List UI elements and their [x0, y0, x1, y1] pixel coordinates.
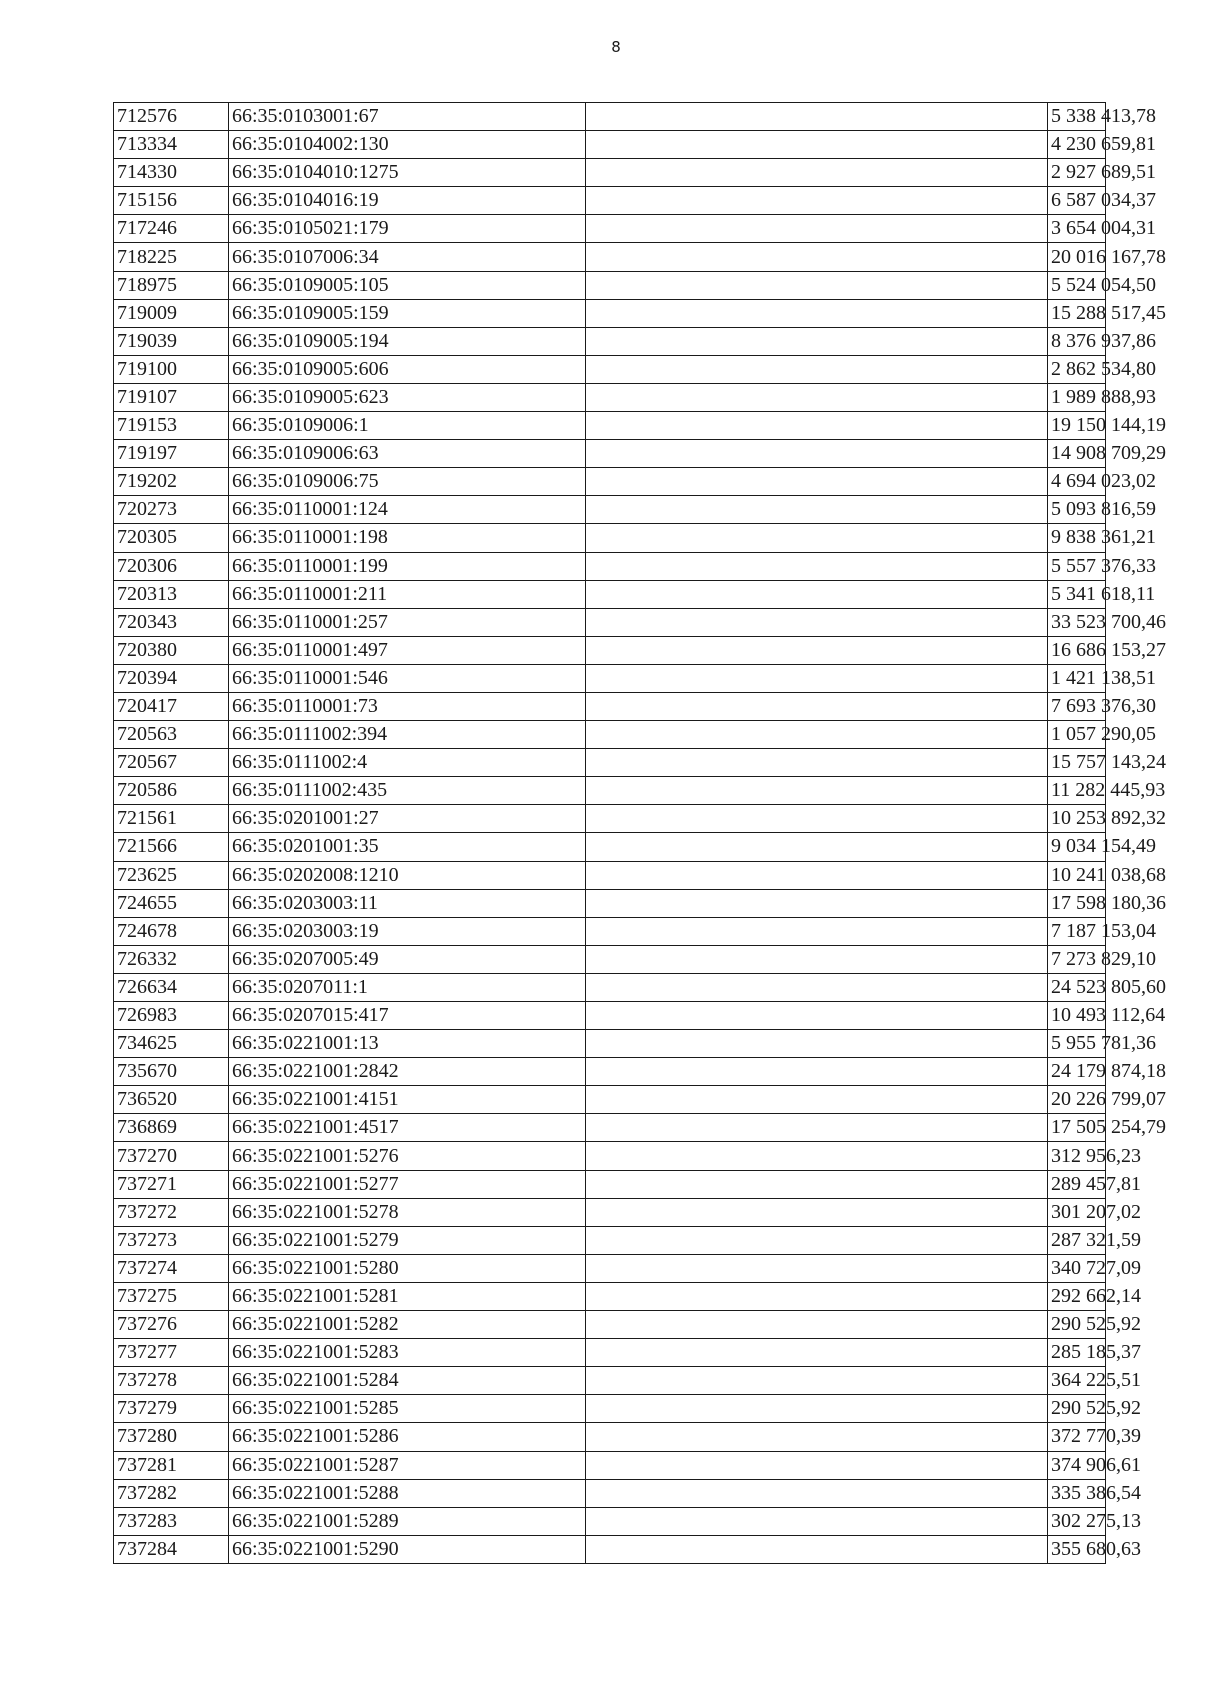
- table-row: [114, 187, 1106, 215]
- cell-id: 718225: [114, 243, 229, 271]
- cell-value: 4 230 659,81: [1048, 131, 1106, 159]
- cell-value: 335 386,54: [1048, 1479, 1106, 1507]
- cell-cadastral-number: 66:35:0103001:67: [229, 103, 586, 131]
- cell-empty: [586, 1254, 1048, 1282]
- cell-id: 715156: [114, 187, 229, 215]
- table-row: [114, 103, 1106, 131]
- cell-empty: [586, 355, 1048, 383]
- cell-empty: [586, 777, 1048, 805]
- cell-value: 19 150 144,19: [1048, 412, 1106, 440]
- cell-value: 7 273 829,10: [1048, 945, 1106, 973]
- cell-value: 374 906,61: [1048, 1451, 1106, 1479]
- cell-cadastral-number: 66:35:0203003:19: [229, 917, 586, 945]
- cell-id: 720567: [114, 749, 229, 777]
- cell-cadastral-number: 66:35:0221001:5276: [229, 1142, 586, 1170]
- cell-empty: [586, 749, 1048, 777]
- cell-cadastral-number: 66:35:0110001:124: [229, 496, 586, 524]
- cell-cadastral-number: 66:35:0203003:11: [229, 889, 586, 917]
- cell-cadastral-number: 66:35:0221001:5290: [229, 1535, 586, 1563]
- cell-empty: [586, 1170, 1048, 1198]
- cell-value: 5 557 376,33: [1048, 552, 1106, 580]
- cell-empty: [586, 664, 1048, 692]
- cell-cadastral-number: 66:35:0110001:497: [229, 636, 586, 664]
- cell-empty: [586, 1367, 1048, 1395]
- cell-value: 24 523 805,60: [1048, 973, 1106, 1001]
- cell-value: 4 694 023,02: [1048, 468, 1106, 496]
- table-row: [114, 524, 1106, 552]
- cell-value: 5 341 618,11: [1048, 580, 1106, 608]
- cell-cadastral-number: 66:35:0221001:5281: [229, 1282, 586, 1310]
- table-row: [114, 271, 1106, 299]
- cell-value: 15 288 517,45: [1048, 299, 1106, 327]
- cell-value: 20 016 167,78: [1048, 243, 1106, 271]
- table-row: [114, 1507, 1106, 1535]
- table-row: [114, 1114, 1106, 1142]
- cell-cadastral-number: 66:35:0109005:105: [229, 271, 586, 299]
- table-row: [114, 1367, 1106, 1395]
- cell-value: 5 093 816,59: [1048, 496, 1106, 524]
- table-row: [114, 1479, 1106, 1507]
- cell-cadastral-number: 66:35:0111002:394: [229, 721, 586, 749]
- table-row: [114, 889, 1106, 917]
- cell-value: 10 253 892,32: [1048, 805, 1106, 833]
- cell-empty: [586, 131, 1048, 159]
- cell-empty: [586, 440, 1048, 468]
- table-row: [114, 721, 1106, 749]
- cell-value: 9 034 154,49: [1048, 833, 1106, 861]
- cell-value: 7 187 153,04: [1048, 917, 1106, 945]
- table-row: [114, 159, 1106, 187]
- cell-cadastral-number: 66:35:0221001:13: [229, 1030, 586, 1058]
- table-row: [114, 580, 1106, 608]
- cell-id: 724655: [114, 889, 229, 917]
- cell-empty: [586, 1311, 1048, 1339]
- cell-value: 6 587 034,37: [1048, 187, 1106, 215]
- cell-empty: [586, 861, 1048, 889]
- table-row: [114, 355, 1106, 383]
- table-row: [114, 608, 1106, 636]
- cell-value: 1 057 290,05: [1048, 721, 1106, 749]
- cell-cadastral-number: 66:35:0221001:5278: [229, 1198, 586, 1226]
- cell-value: 5 338 413,78: [1048, 103, 1106, 131]
- table-row: [114, 1339, 1106, 1367]
- cell-value: 290 525,92: [1048, 1311, 1106, 1339]
- cell-cadastral-number: 66:35:0109005:623: [229, 383, 586, 411]
- table-row: [114, 833, 1106, 861]
- cell-empty: [586, 721, 1048, 749]
- table-row: [114, 917, 1106, 945]
- cell-empty: [586, 1114, 1048, 1142]
- cell-value: 14 908 709,29: [1048, 440, 1106, 468]
- cell-value: 301 207,02: [1048, 1198, 1106, 1226]
- cell-id: 712576: [114, 103, 229, 131]
- table-row: [114, 1282, 1106, 1310]
- cell-value: 17 598 180,36: [1048, 889, 1106, 917]
- cell-cadastral-number: 66:35:0201001:27: [229, 805, 586, 833]
- cell-id: 737283: [114, 1507, 229, 1535]
- table-row: [114, 1058, 1106, 1086]
- table-row: [114, 805, 1106, 833]
- cell-empty: [586, 552, 1048, 580]
- cell-id: 737281: [114, 1451, 229, 1479]
- cell-empty: [586, 103, 1048, 131]
- table-row: [114, 664, 1106, 692]
- cell-cadastral-number: 66:35:0109006:75: [229, 468, 586, 496]
- cell-cadastral-number: 66:35:0221001:4517: [229, 1114, 586, 1142]
- cell-empty: [586, 945, 1048, 973]
- cell-id: 735670: [114, 1058, 229, 1086]
- cell-value: 364 225,51: [1048, 1367, 1106, 1395]
- table-row: [114, 1254, 1106, 1282]
- cell-value: 2 927 689,51: [1048, 159, 1106, 187]
- cell-id: 720343: [114, 608, 229, 636]
- cell-cadastral-number: 66:35:0207015:417: [229, 1002, 586, 1030]
- cell-empty: [586, 1395, 1048, 1423]
- table-row: [114, 468, 1106, 496]
- cell-id: 736520: [114, 1086, 229, 1114]
- cell-value: 5 524 054,50: [1048, 271, 1106, 299]
- cell-empty: [586, 271, 1048, 299]
- cell-value: 17 505 254,79: [1048, 1114, 1106, 1142]
- cell-cadastral-number: 66:35:0111002:4: [229, 749, 586, 777]
- cell-empty: [586, 805, 1048, 833]
- cell-cadastral-number: 66:35:0221001:5289: [229, 1507, 586, 1535]
- cell-id: 720586: [114, 777, 229, 805]
- table-row: [114, 749, 1106, 777]
- cell-id: 737271: [114, 1170, 229, 1198]
- cell-cadastral-number: 66:35:0109005:159: [229, 299, 586, 327]
- cell-id: 719039: [114, 327, 229, 355]
- cell-cadastral-number: 66:35:0105021:179: [229, 215, 586, 243]
- cell-value: 285 185,37: [1048, 1339, 1106, 1367]
- cell-empty: [586, 1479, 1048, 1507]
- table-row: [114, 243, 1106, 271]
- cell-empty: [586, 636, 1048, 664]
- cell-cadastral-number: 66:35:0221001:5285: [229, 1395, 586, 1423]
- cell-empty: [586, 1339, 1048, 1367]
- cell-empty: [586, 1086, 1048, 1114]
- cell-id: 719202: [114, 468, 229, 496]
- cell-value: 1 421 138,51: [1048, 664, 1106, 692]
- table-row: [114, 1030, 1106, 1058]
- cell-empty: [586, 1058, 1048, 1086]
- cell-empty: [586, 187, 1048, 215]
- cell-cadastral-number: 66:35:0109006:1: [229, 412, 586, 440]
- table-row: [114, 131, 1106, 159]
- cell-empty: [586, 412, 1048, 440]
- table-row: [114, 1086, 1106, 1114]
- cell-id: 737282: [114, 1479, 229, 1507]
- table-row: [114, 777, 1106, 805]
- cell-value: 302 275,13: [1048, 1507, 1106, 1535]
- page-number: 8: [611, 38, 621, 56]
- cell-cadastral-number: 66:35:0110001:199: [229, 552, 586, 580]
- cell-empty: [586, 159, 1048, 187]
- cell-cadastral-number: 66:35:0104002:130: [229, 131, 586, 159]
- cell-empty: [586, 1030, 1048, 1058]
- table-row: [114, 299, 1106, 327]
- cell-empty: [586, 889, 1048, 917]
- table-row: [114, 945, 1106, 973]
- cell-value: 372 770,39: [1048, 1423, 1106, 1451]
- cell-value: 33 523 700,46: [1048, 608, 1106, 636]
- table-row: [114, 327, 1106, 355]
- cell-id: 724678: [114, 917, 229, 945]
- cell-id: 719197: [114, 440, 229, 468]
- cell-value: 11 282 445,93: [1048, 777, 1106, 805]
- cell-empty: [586, 299, 1048, 327]
- table-row: [114, 692, 1106, 720]
- cell-id: 719009: [114, 299, 229, 327]
- cell-id: 723625: [114, 861, 229, 889]
- cell-cadastral-number: 66:35:0221001:5282: [229, 1311, 586, 1339]
- table-row: [114, 1395, 1106, 1423]
- table-row: [114, 1311, 1106, 1339]
- cell-cadastral-number: 66:35:0111002:435: [229, 777, 586, 805]
- cell-cadastral-number: 66:35:0221001:5284: [229, 1367, 586, 1395]
- cell-id: 713334: [114, 131, 229, 159]
- cell-id: 737277: [114, 1339, 229, 1367]
- cell-value: 20 226 799,07: [1048, 1086, 1106, 1114]
- cell-id: 737272: [114, 1198, 229, 1226]
- table-row: [114, 1451, 1106, 1479]
- cell-empty: [586, 468, 1048, 496]
- cell-value: 340 727,09: [1048, 1254, 1106, 1282]
- cell-empty: [586, 215, 1048, 243]
- cell-cadastral-number: 66:35:0107006:34: [229, 243, 586, 271]
- cell-cadastral-number: 66:35:0221001:2842: [229, 1058, 586, 1086]
- cell-id: 737280: [114, 1423, 229, 1451]
- cell-id: 720313: [114, 580, 229, 608]
- cell-value: 5 955 781,36: [1048, 1030, 1106, 1058]
- cell-id: 737270: [114, 1142, 229, 1170]
- cell-value: 312 956,23: [1048, 1142, 1106, 1170]
- cell-empty: [586, 243, 1048, 271]
- cell-id: 737275: [114, 1282, 229, 1310]
- cell-cadastral-number: 66:35:0221001:4151: [229, 1086, 586, 1114]
- table-row: [114, 440, 1106, 468]
- cell-value: 16 686 153,27: [1048, 636, 1106, 664]
- cell-id: 719100: [114, 355, 229, 383]
- cell-value: 355 680,63: [1048, 1535, 1106, 1563]
- table-row: [114, 636, 1106, 664]
- cell-cadastral-number: 66:35:0207005:49: [229, 945, 586, 973]
- cell-id: 737278: [114, 1367, 229, 1395]
- cell-empty: [586, 1282, 1048, 1310]
- cell-id: 726332: [114, 945, 229, 973]
- cell-empty: [586, 608, 1048, 636]
- cell-cadastral-number: 66:35:0221001:5277: [229, 1170, 586, 1198]
- cell-cadastral-number: 66:35:0110001:257: [229, 608, 586, 636]
- cell-value: 9 838 361,21: [1048, 524, 1106, 552]
- table-row: [114, 552, 1106, 580]
- cell-cadastral-number: 66:35:0201001:35: [229, 833, 586, 861]
- cell-empty: [586, 580, 1048, 608]
- cell-cadastral-number: 66:35:0104010:1275: [229, 159, 586, 187]
- cell-value: 3 654 004,31: [1048, 215, 1106, 243]
- cell-cadastral-number: 66:35:0207011:1: [229, 973, 586, 1001]
- cell-id: 726634: [114, 973, 229, 1001]
- cell-empty: [586, 327, 1048, 355]
- cell-id: 726983: [114, 1002, 229, 1030]
- cell-id: 737273: [114, 1226, 229, 1254]
- cell-id: 737274: [114, 1254, 229, 1282]
- cell-id: 720273: [114, 496, 229, 524]
- cell-cadastral-number: 66:35:0109005:194: [229, 327, 586, 355]
- cell-value: 292 662,14: [1048, 1282, 1106, 1310]
- cell-cadastral-number: 66:35:0109006:63: [229, 440, 586, 468]
- cell-cadastral-number: 66:35:0221001:5288: [229, 1479, 586, 1507]
- cell-empty: [586, 1226, 1048, 1254]
- cell-id: 720417: [114, 692, 229, 720]
- table-row: [114, 1423, 1106, 1451]
- cell-empty: [586, 383, 1048, 411]
- cell-cadastral-number: 66:35:0221001:5283: [229, 1339, 586, 1367]
- cell-value: 1 989 888,93: [1048, 383, 1106, 411]
- cell-value: 10 241 038,68: [1048, 861, 1106, 889]
- cell-id: 720394: [114, 664, 229, 692]
- cell-empty: [586, 1507, 1048, 1535]
- cell-id: 719153: [114, 412, 229, 440]
- cell-empty: [586, 833, 1048, 861]
- cell-id: 718975: [114, 271, 229, 299]
- table-row: [114, 1170, 1106, 1198]
- table-row: [114, 215, 1106, 243]
- cell-empty: [586, 917, 1048, 945]
- cell-id: 717246: [114, 215, 229, 243]
- cell-cadastral-number: 66:35:0110001:546: [229, 664, 586, 692]
- table-row: [114, 973, 1106, 1001]
- cell-value: 287 321,59: [1048, 1226, 1106, 1254]
- cell-value: 2 862 534,80: [1048, 355, 1106, 383]
- table-row: [114, 1142, 1106, 1170]
- cell-cadastral-number: 66:35:0221001:5287: [229, 1451, 586, 1479]
- data-table: [113, 102, 1166, 1564]
- table-row: [114, 412, 1106, 440]
- cell-id: 720305: [114, 524, 229, 552]
- table-row: [114, 1226, 1106, 1254]
- cell-id: 720563: [114, 721, 229, 749]
- cell-empty: [586, 524, 1048, 552]
- cell-cadastral-number: 66:35:0104016:19: [229, 187, 586, 215]
- cell-id: 720380: [114, 636, 229, 664]
- cell-id: 736869: [114, 1114, 229, 1142]
- cell-id: 737284: [114, 1535, 229, 1563]
- cell-empty: [586, 1198, 1048, 1226]
- cell-value: 290 525,92: [1048, 1395, 1106, 1423]
- cell-empty: [586, 1142, 1048, 1170]
- table-row: [114, 1198, 1106, 1226]
- cell-empty: [586, 692, 1048, 720]
- cell-id: 720306: [114, 552, 229, 580]
- cell-id: 734625: [114, 1030, 229, 1058]
- cell-cadastral-number: 66:35:0110001:73: [229, 692, 586, 720]
- table-row: [114, 1535, 1106, 1563]
- cell-id: 719107: [114, 383, 229, 411]
- cell-id: 737276: [114, 1311, 229, 1339]
- table-body: [114, 103, 1166, 1564]
- cell-value: 24 179 874,18: [1048, 1058, 1106, 1086]
- cell-id: 737279: [114, 1395, 229, 1423]
- cell-value: 8 376 937,86: [1048, 327, 1106, 355]
- cell-empty: [586, 1423, 1048, 1451]
- cell-empty: [586, 973, 1048, 1001]
- cell-value: 10 493 112,64: [1048, 1002, 1106, 1030]
- cell-cadastral-number: 66:35:0221001:5279: [229, 1226, 586, 1254]
- cell-value: 15 757 143,24: [1048, 749, 1106, 777]
- cell-empty: [586, 496, 1048, 524]
- cell-cadastral-number: 66:35:0221001:5280: [229, 1254, 586, 1282]
- table-row: [114, 1002, 1106, 1030]
- cell-cadastral-number: 66:35:0221001:5286: [229, 1423, 586, 1451]
- cell-id: 721566: [114, 833, 229, 861]
- cell-cadastral-number: 66:35:0110001:211: [229, 580, 586, 608]
- cell-value: 289 457,81: [1048, 1170, 1106, 1198]
- cell-empty: [586, 1535, 1048, 1563]
- cell-id: 714330: [114, 159, 229, 187]
- cell-empty: [586, 1002, 1048, 1030]
- table-row: [114, 383, 1106, 411]
- cell-value: 7 693 376,30: [1048, 692, 1106, 720]
- cell-id: 721561: [114, 805, 229, 833]
- cell-cadastral-number: 66:35:0110001:198: [229, 524, 586, 552]
- cell-cadastral-number: 66:35:0202008:1210: [229, 861, 586, 889]
- cell-cadastral-number: 66:35:0109005:606: [229, 355, 586, 383]
- table-row: [114, 496, 1106, 524]
- table-row: [114, 861, 1106, 889]
- cell-empty: [586, 1451, 1048, 1479]
